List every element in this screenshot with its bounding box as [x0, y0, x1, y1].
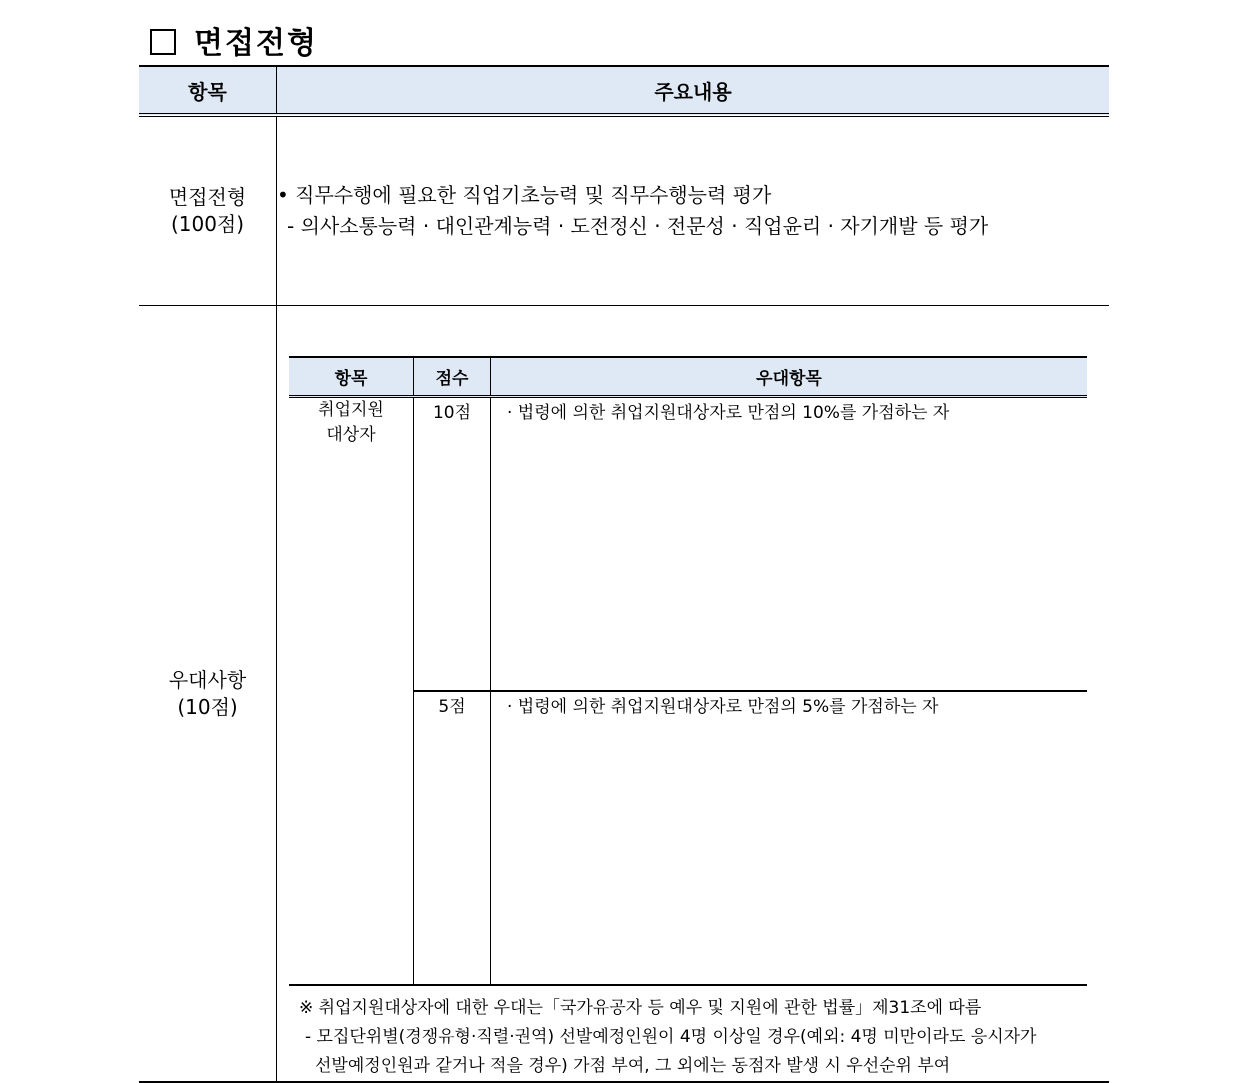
preference-category [139, 306, 277, 1083]
pref-header-item: 항목 [289, 357, 414, 397]
interview-category [139, 115, 277, 306]
pref-score: 10점 [414, 397, 491, 692]
preference-table [289, 356, 1087, 986]
pref-header-score: 점수 [414, 357, 491, 397]
preference-table-header [289, 357, 1087, 397]
note-line-2: - 모집단위별(경쟁유형·직렬·권역) 선발예정인원이 4명 이상일 경우(예외: 4명 미만이라도 응시자가 [305, 1027, 1037, 1047]
pref-desc: · 법령에 의한 취업지원대상자로 만점의 5%를 가점하는 자 [491, 691, 1088, 985]
interview-row [139, 115, 1109, 306]
preference-points: (10점) [177, 694, 238, 719]
section-title [150, 18, 318, 62]
main-header-row [139, 66, 1109, 115]
preference-content [277, 306, 1110, 1083]
pref-desc: · 법령에 의한 취업지원대상자로 만점의 10%를 가점하는 자 [491, 397, 1088, 692]
header-content: 주요내용 [277, 66, 1110, 115]
note-line-3: 선발예정인원과 같거나 적을 경우) 가점 부여, 그 외에는 동점자 발생 시 우선순위 부여 [315, 1056, 951, 1076]
main-table [139, 65, 1109, 1083]
checkbox-square-icon [150, 29, 176, 55]
pref-header-desc: 우대항목 [491, 357, 1088, 397]
interview-label: 면접전형 [168, 185, 247, 209]
interview-bullet: • 직무수행에 필요한 직업기초능력 및 직무수행능력 평가 [277, 183, 772, 207]
preference-label: 우대사항 [168, 667, 247, 692]
note-line-1: ※ 취업지원대상자에 대한 우대는「국가유공자 등 예우 및 지원에 관한 법률」제31조에 따름 [299, 998, 982, 1018]
pref-item-cell [289, 397, 414, 986]
pref-score: 5점 [414, 691, 491, 985]
pref-item-line1: 취업지원 [318, 400, 384, 420]
interview-sub: - 의사소통능력 · 대인관계능력 · 도전정신 · 전문성 · 직업윤리 · 자기개발 등 평가 [287, 214, 989, 238]
pref-item-line2: 대상자 [326, 425, 376, 445]
table-row [289, 397, 1087, 692]
interview-points: (100점) [170, 212, 245, 236]
interview-content [277, 115, 1110, 306]
preference-row [139, 306, 1109, 1083]
header-item: 항목 [139, 66, 277, 115]
preference-notes [277, 986, 1109, 1081]
section-title-text: 면접전형 [194, 26, 318, 61]
